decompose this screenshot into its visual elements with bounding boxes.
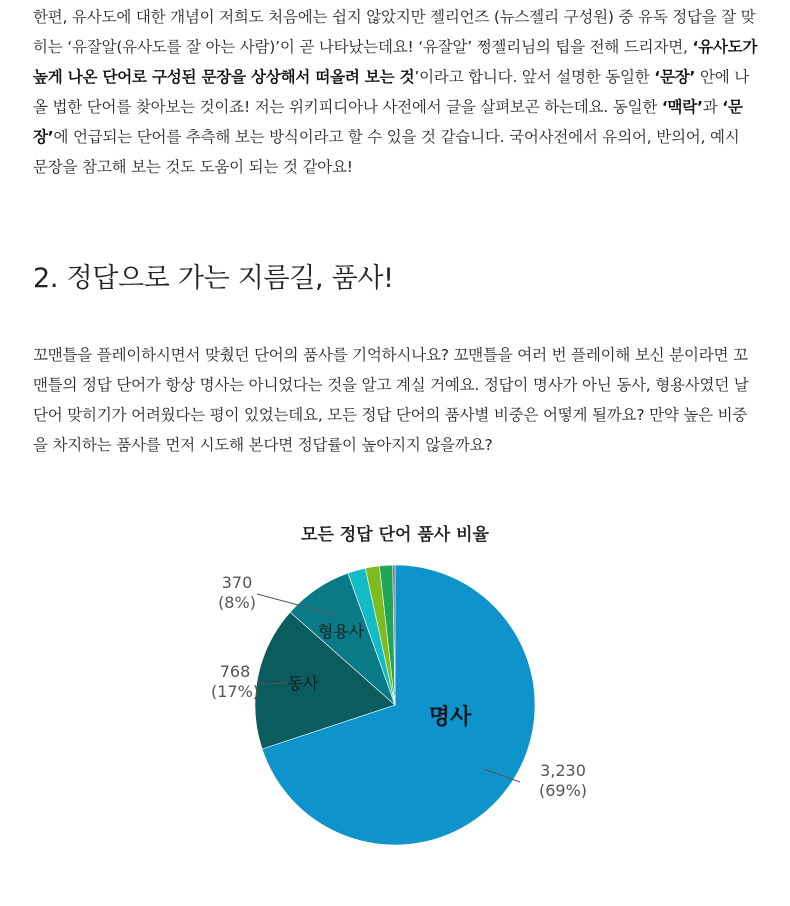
emphasis-text: ‘맥락’ <box>661 98 703 116</box>
section-heading: 2. 정답으로 가는 지름길, 품사! <box>33 263 394 294</box>
chart-title: 모든 정답 단어 품사 비율 <box>301 525 489 545</box>
body-text: ’이라고 합니다. 앞서 설명한 동일한 <box>414 68 655 86</box>
slice-percent-label: (69%) <box>538 781 588 800</box>
body-text: 한편, 유사도에 대한 개념이 저희도 처음에는 쉽지 않았지만 젤리언즈 (뉴스젤리 구성원) 중 유독 정답을 잘 맞히는 ‘유잘알(유사도를 잘 아는 사람)’이 곧 나타났는데요! ‘유잘알’ 쩡젤리님의 팁을 전해 드리자면, <box>33 8 756 56</box>
emphasis-text: ‘유사도가 높게 나온 단어로 구성된 문장을 상상해서 떠올려 보는 것 <box>33 38 758 86</box>
body-text: 과 <box>702 98 723 116</box>
slice-value-label: 3,230 <box>540 761 586 780</box>
body-text: 안에 나올 법한 단어를 찾아보는 것이죠! 저는 위키피디아나 사전에서 글을 살펴보곤 하는데요. 동일한 <box>33 68 749 116</box>
emphasis-text: ‘문장’ <box>654 68 696 86</box>
slice-label: 명사 <box>428 705 472 730</box>
slice-percent-label: (17%) <box>210 682 260 701</box>
slice-percent-label: (8%) <box>218 593 256 612</box>
slice-value-label: 370 <box>221 573 253 592</box>
body-text: 에 언급되는 단어를 추측해 보는 방식이라고 할 수 있을 것 같습니다. 국어사전에서 유의어, 반의어, 예시 문장을 참고해 보는 것도 도움이 되는 것 같아요! <box>33 128 740 176</box>
emphasis-text: ‘문장’ <box>33 98 743 146</box>
slice-label: 형용사 <box>317 622 365 641</box>
slice-label: 동사 <box>287 674 319 693</box>
slice-value-label: 768 <box>219 662 251 681</box>
pos-paragraph: 꼬맨틀을 플레이하시면서 맞췄던 단어의 품사를 기억하시나요? 꼬맨틀을 여러 번 플레이해 보신 분이라면 꼬맨틀의 정답 단어가 항상 명사는 아니었다는 것을 알고 계실 거예요. 정답이 명사가 아닌 동사, 형용사였던 날 단어 맞히기가 어려웠다는 평이 있었는데요, 모든 정답 단어의 품사별 비중은 어떻게 될까요? 만약 높은 비중을 차지하는 품사를 먼저 시도해 본다면 정답률이 높아지지 않을까요? <box>33 346 749 454</box>
